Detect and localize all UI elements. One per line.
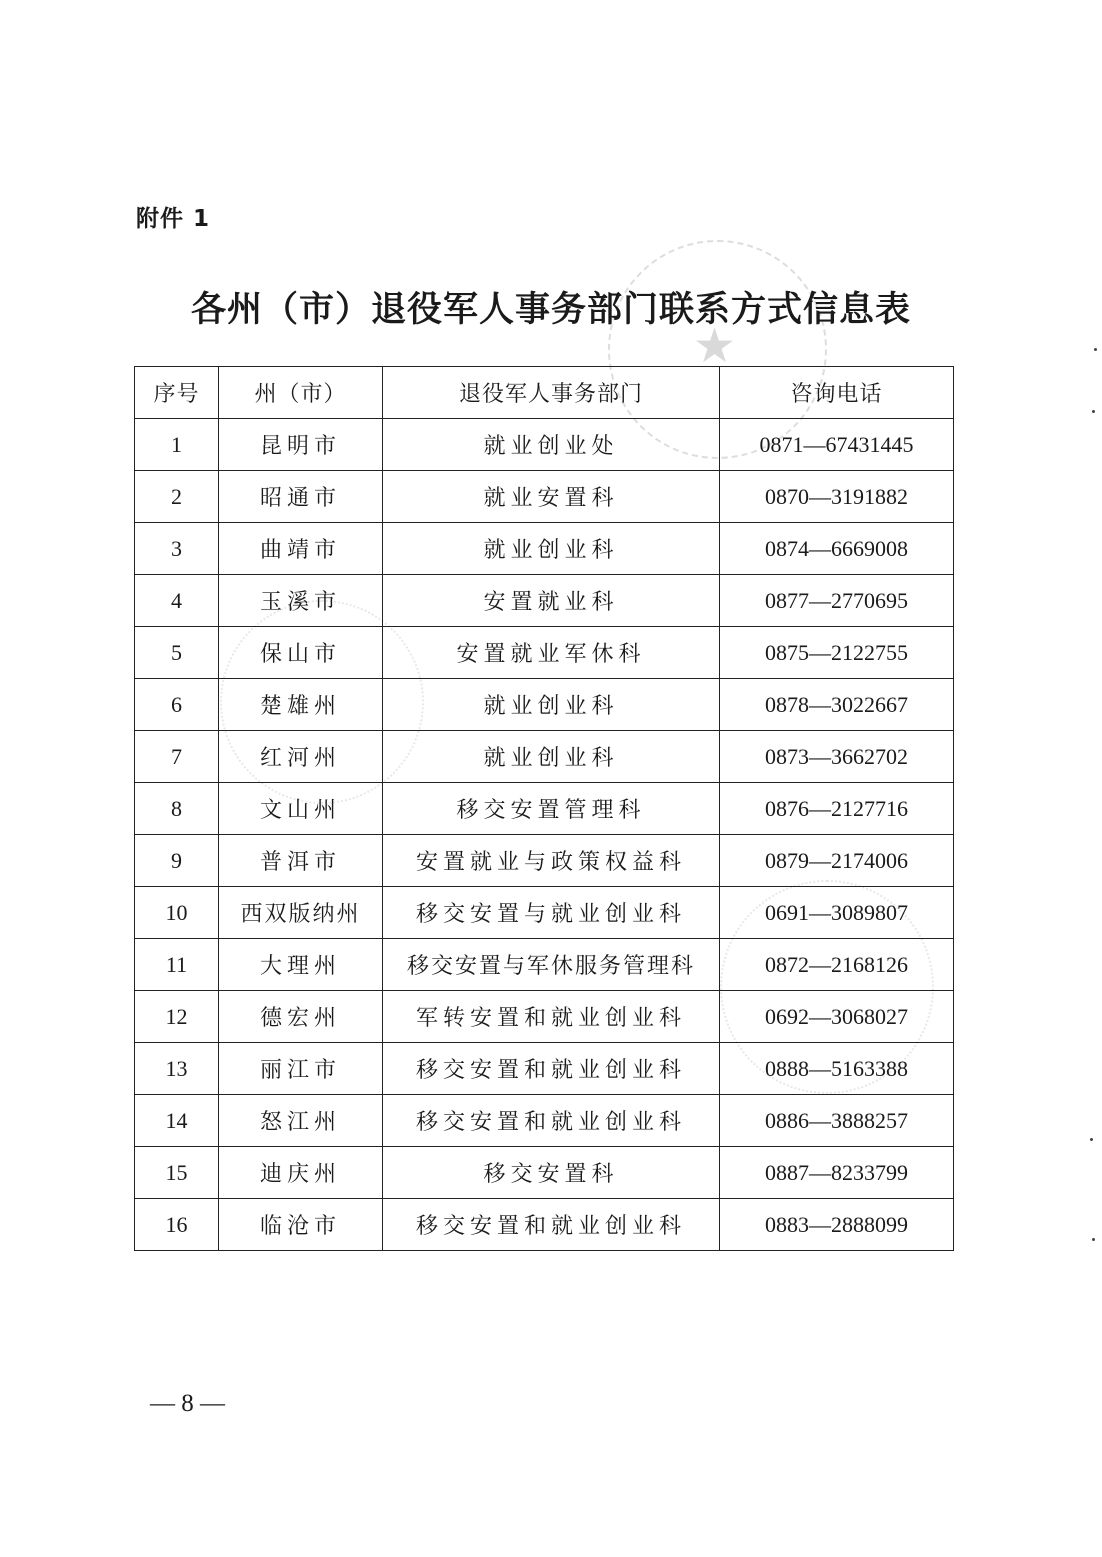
table-row — [135, 887, 954, 939]
row-seq: 14 — [135, 1095, 219, 1147]
row-department: 移交安置科 — [383, 1147, 720, 1199]
header-region: 州（市） — [219, 367, 383, 419]
row-region: 丽江市 — [219, 1043, 383, 1095]
row-phone: 0873—3662702 — [720, 731, 954, 783]
row-department: 移交安置与军休服务管理科 — [383, 939, 720, 991]
scan-speck — [1092, 410, 1095, 413]
table-row — [135, 575, 954, 627]
row-seq: 1 — [135, 419, 219, 471]
row-phone: 0879—2174006 — [720, 835, 954, 887]
row-region: 怒江州 — [219, 1095, 383, 1147]
row-region: 昆明市 — [219, 419, 383, 471]
row-phone: 0876—2127716 — [720, 783, 954, 835]
row-seq: 4 — [135, 575, 219, 627]
row-region: 保山市 — [219, 627, 383, 679]
table-row — [135, 627, 954, 679]
row-department: 就业创业科 — [383, 731, 720, 783]
row-region: 临沧市 — [219, 1199, 383, 1251]
row-region: 红河州 — [219, 731, 383, 783]
row-seq: 13 — [135, 1043, 219, 1095]
row-region: 普洱市 — [219, 835, 383, 887]
header-department: 退役军人事务部门 — [383, 367, 720, 419]
row-phone: 0692—3068027 — [720, 991, 954, 1043]
row-seq: 6 — [135, 679, 219, 731]
scan-speck — [1094, 348, 1097, 351]
row-department: 就业创业处 — [383, 419, 720, 471]
row-seq: 3 — [135, 523, 219, 575]
row-department: 移交安置管理科 — [383, 783, 720, 835]
row-seq: 11 — [135, 939, 219, 991]
seal-star-icon: ★ — [693, 318, 737, 374]
table-row — [135, 939, 954, 991]
table-row — [135, 835, 954, 887]
row-phone: 0871—67431445 — [720, 419, 954, 471]
row-department: 军转安置和就业创业科 — [383, 991, 720, 1043]
row-region: 德宏州 — [219, 991, 383, 1043]
table-row — [135, 1199, 954, 1251]
row-seq: 16 — [135, 1199, 219, 1251]
header-phone: 咨询电话 — [720, 367, 954, 419]
table-row — [135, 1043, 954, 1095]
row-seq: 10 — [135, 887, 219, 939]
row-region: 文山州 — [219, 783, 383, 835]
row-phone: 0875—2122755 — [720, 627, 954, 679]
row-region: 曲靖市 — [219, 523, 383, 575]
row-phone: 0874—6669008 — [720, 523, 954, 575]
document-title: 各州（市）退役军人事务部门联系方式信息表 — [190, 290, 911, 330]
row-phone: 0888—5163388 — [720, 1043, 954, 1095]
row-seq: 7 — [135, 731, 219, 783]
scan-speck — [1092, 1238, 1095, 1241]
scan-speck — [1090, 1138, 1093, 1141]
row-department: 安置就业与政策权益科 — [383, 835, 720, 887]
page-number: — 8 — — [150, 1390, 225, 1417]
row-department: 移交安置与就业创业科 — [383, 887, 720, 939]
table-row — [135, 731, 954, 783]
row-phone: 0872—2168126 — [720, 939, 954, 991]
row-phone: 0691—3089807 — [720, 887, 954, 939]
table-header-row — [135, 367, 954, 419]
row-department: 安置就业科 — [383, 575, 720, 627]
table-row — [135, 1147, 954, 1199]
row-seq: 12 — [135, 991, 219, 1043]
row-phone: 0887—8233799 — [720, 1147, 954, 1199]
contact-info-table — [134, 366, 954, 1251]
row-seq: 2 — [135, 471, 219, 523]
table-row — [135, 783, 954, 835]
table-row — [135, 523, 954, 575]
row-phone: 0883—2888099 — [720, 1199, 954, 1251]
row-department: 移交安置和就业创业科 — [383, 1095, 720, 1147]
row-region: 迪庆州 — [219, 1147, 383, 1199]
row-region: 昭通市 — [219, 471, 383, 523]
row-phone: 0877—2770695 — [720, 575, 954, 627]
row-region: 楚雄州 — [219, 679, 383, 731]
row-department: 移交安置和就业创业科 — [383, 1199, 720, 1251]
row-department: 移交安置和就业创业科 — [383, 1043, 720, 1095]
row-department: 就业创业科 — [383, 679, 720, 731]
row-department: 就业安置科 — [383, 471, 720, 523]
row-seq: 15 — [135, 1147, 219, 1199]
row-region: 玉溪市 — [219, 575, 383, 627]
row-phone: 0870—3191882 — [720, 471, 954, 523]
row-region: 西双版纳州 — [219, 887, 383, 939]
table-row — [135, 679, 954, 731]
header-seq: 序号 — [135, 367, 219, 419]
row-region: 大理州 — [219, 939, 383, 991]
table-row — [135, 419, 954, 471]
row-seq: 8 — [135, 783, 219, 835]
row-department: 就业创业科 — [383, 523, 720, 575]
attachment-label: 附件 1 — [136, 206, 211, 232]
row-seq: 9 — [135, 835, 219, 887]
row-seq: 5 — [135, 627, 219, 679]
row-phone: 0878—3022667 — [720, 679, 954, 731]
table-row — [135, 1095, 954, 1147]
row-department: 安置就业军休科 — [383, 627, 720, 679]
row-phone: 0886—3888257 — [720, 1095, 954, 1147]
table-row — [135, 991, 954, 1043]
table-row — [135, 471, 954, 523]
